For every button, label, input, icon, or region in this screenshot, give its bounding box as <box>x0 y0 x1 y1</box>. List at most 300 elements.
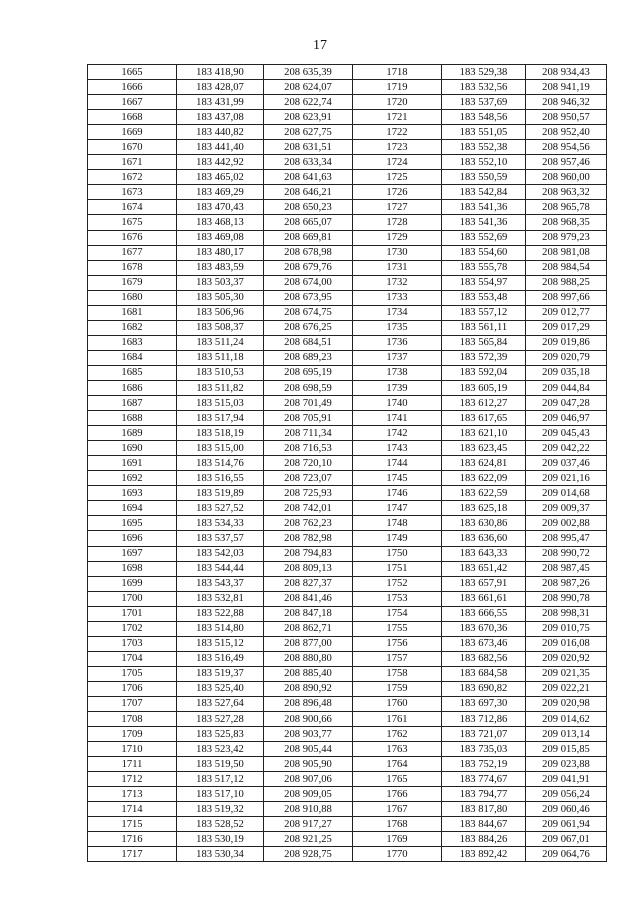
table-row <box>88 441 607 456</box>
x-coordinate-left-cell: 183 517,12 <box>177 772 264 787</box>
table-row <box>88 501 607 516</box>
table-row <box>88 802 607 817</box>
point-number-left-cell: 1716 <box>88 832 177 847</box>
point-number-left-cell: 1692 <box>88 471 177 486</box>
y-coordinate-left-cell: 208 905,44 <box>264 742 353 757</box>
point-number-right-cell: 1751 <box>353 561 442 576</box>
y-coordinate-right-cell: 208 990,72 <box>526 546 607 561</box>
point-number-left-cell: 1698 <box>88 561 177 576</box>
point-number-right-cell: 1759 <box>353 681 442 696</box>
x-coordinate-left-cell: 183 503,37 <box>177 275 264 290</box>
point-number-left-cell: 1706 <box>88 681 177 696</box>
y-coordinate-left-cell: 208 917,27 <box>264 817 353 832</box>
point-number-right-cell: 1739 <box>353 380 442 395</box>
y-coordinate-left-cell: 208 646,21 <box>264 185 353 200</box>
x-coordinate-right-cell: 183 532,56 <box>442 80 526 95</box>
y-coordinate-left-cell: 208 827,37 <box>264 576 353 591</box>
x-coordinate-right-cell: 183 592,04 <box>442 365 526 380</box>
y-coordinate-right-cell: 209 060,46 <box>526 802 607 817</box>
point-number-right-cell: 1732 <box>353 275 442 290</box>
x-coordinate-right-cell: 183 625,18 <box>442 501 526 516</box>
x-coordinate-left-cell: 183 506,96 <box>177 305 264 320</box>
y-coordinate-left-cell: 208 877,00 <box>264 636 353 651</box>
point-number-left-cell: 1705 <box>88 666 177 681</box>
y-coordinate-left-cell: 208 701,49 <box>264 396 353 411</box>
y-coordinate-left-cell: 208 890,92 <box>264 681 353 696</box>
x-coordinate-right-cell: 183 884,26 <box>442 832 526 847</box>
x-coordinate-left-cell: 183 527,52 <box>177 501 264 516</box>
y-coordinate-right-cell: 209 020,92 <box>526 651 607 666</box>
point-number-right-cell: 1737 <box>353 350 442 365</box>
point-number-left-cell: 1713 <box>88 787 177 802</box>
point-number-left-cell: 1674 <box>88 200 177 215</box>
point-number-right-cell: 1727 <box>353 200 442 215</box>
y-coordinate-left-cell: 208 909,05 <box>264 787 353 802</box>
table-row <box>88 546 607 561</box>
x-coordinate-right-cell: 183 551,05 <box>442 125 526 140</box>
point-number-right-cell: 1738 <box>353 365 442 380</box>
x-coordinate-left-cell: 183 543,37 <box>177 576 264 591</box>
x-coordinate-right-cell: 183 666,55 <box>442 606 526 621</box>
table-row <box>88 516 607 531</box>
y-coordinate-left-cell: 208 665,07 <box>264 215 353 230</box>
point-number-right-cell: 1747 <box>353 501 442 516</box>
table-row <box>88 140 607 155</box>
point-number-right-cell: 1730 <box>353 245 442 260</box>
x-coordinate-left-cell: 183 505,30 <box>177 290 264 305</box>
y-coordinate-left-cell: 208 896,48 <box>264 696 353 711</box>
x-coordinate-right-cell: 183 794,77 <box>442 787 526 802</box>
y-coordinate-right-cell: 208 998,31 <box>526 606 607 621</box>
x-coordinate-right-cell: 183 651,42 <box>442 561 526 576</box>
y-coordinate-right-cell: 208 968,35 <box>526 215 607 230</box>
x-coordinate-left-cell: 183 519,32 <box>177 802 264 817</box>
x-coordinate-right-cell: 183 643,33 <box>442 546 526 561</box>
point-number-left-cell: 1703 <box>88 636 177 651</box>
x-coordinate-right-cell: 183 537,69 <box>442 95 526 110</box>
x-coordinate-left-cell: 183 508,37 <box>177 320 264 335</box>
x-coordinate-right-cell: 183 697,30 <box>442 696 526 711</box>
point-number-right-cell: 1735 <box>353 320 442 335</box>
y-coordinate-left-cell: 208 674,00 <box>264 275 353 290</box>
point-number-left-cell: 1702 <box>88 621 177 636</box>
table-row <box>88 621 607 636</box>
point-number-left-cell: 1668 <box>88 110 177 125</box>
y-coordinate-left-cell: 208 900,66 <box>264 712 353 727</box>
y-coordinate-left-cell: 208 673,95 <box>264 290 353 305</box>
y-coordinate-left-cell: 208 650,23 <box>264 200 353 215</box>
y-coordinate-left-cell: 208 684,51 <box>264 335 353 350</box>
table-row <box>88 561 607 576</box>
x-coordinate-right-cell: 183 552,10 <box>442 155 526 170</box>
x-coordinate-right-cell: 183 622,59 <box>442 486 526 501</box>
y-coordinate-right-cell: 209 012,77 <box>526 305 607 320</box>
point-number-right-cell: 1743 <box>353 441 442 456</box>
point-number-left-cell: 1708 <box>88 712 177 727</box>
x-coordinate-right-cell: 183 670,36 <box>442 621 526 636</box>
x-coordinate-right-cell: 183 542,84 <box>442 185 526 200</box>
point-number-left-cell: 1675 <box>88 215 177 230</box>
point-number-left-cell: 1688 <box>88 411 177 426</box>
x-coordinate-left-cell: 183 469,08 <box>177 230 264 245</box>
y-coordinate-right-cell: 209 047,28 <box>526 396 607 411</box>
coordinates-table <box>87 64 607 862</box>
y-coordinate-right-cell: 209 023,88 <box>526 757 607 772</box>
table-row <box>88 65 607 80</box>
x-coordinate-right-cell: 183 752,19 <box>442 757 526 772</box>
y-coordinate-right-cell: 209 002,88 <box>526 516 607 531</box>
y-coordinate-right-cell: 208 979,23 <box>526 230 607 245</box>
point-number-left-cell: 1667 <box>88 95 177 110</box>
table-row <box>88 486 607 501</box>
point-number-left-cell: 1714 <box>88 802 177 817</box>
y-coordinate-right-cell: 208 988,25 <box>526 275 607 290</box>
y-coordinate-right-cell: 208 934,43 <box>526 65 607 80</box>
y-coordinate-right-cell: 209 035,18 <box>526 365 607 380</box>
y-coordinate-right-cell: 208 995,47 <box>526 531 607 546</box>
point-number-right-cell: 1724 <box>353 155 442 170</box>
y-coordinate-right-cell: 209 020,79 <box>526 350 607 365</box>
point-number-right-cell: 1760 <box>353 696 442 711</box>
x-coordinate-left-cell: 183 537,57 <box>177 531 264 546</box>
x-coordinate-right-cell: 183 774,67 <box>442 772 526 787</box>
point-number-right-cell: 1720 <box>353 95 442 110</box>
point-number-right-cell: 1756 <box>353 636 442 651</box>
point-number-left-cell: 1701 <box>88 606 177 621</box>
point-number-right-cell: 1770 <box>353 847 442 862</box>
table-row <box>88 110 607 125</box>
x-coordinate-left-cell: 183 515,03 <box>177 396 264 411</box>
x-coordinate-left-cell: 183 511,82 <box>177 380 264 395</box>
table-row <box>88 396 607 411</box>
point-number-right-cell: 1733 <box>353 290 442 305</box>
y-coordinate-right-cell: 209 015,85 <box>526 742 607 757</box>
point-number-left-cell: 1682 <box>88 320 177 335</box>
table-row <box>88 80 607 95</box>
x-coordinate-left-cell: 183 511,18 <box>177 350 264 365</box>
point-number-right-cell: 1749 <box>353 531 442 546</box>
x-coordinate-left-cell: 183 530,19 <box>177 832 264 847</box>
point-number-right-cell: 1753 <box>353 591 442 606</box>
y-coordinate-right-cell: 209 061,94 <box>526 817 607 832</box>
point-number-left-cell: 1665 <box>88 65 177 80</box>
y-coordinate-left-cell: 208 698,59 <box>264 380 353 395</box>
x-coordinate-left-cell: 183 518,19 <box>177 426 264 441</box>
y-coordinate-left-cell: 208 711,34 <box>264 426 353 441</box>
x-coordinate-right-cell: 183 553,48 <box>442 290 526 305</box>
x-coordinate-left-cell: 183 544,44 <box>177 561 264 576</box>
table-row <box>88 832 607 847</box>
x-coordinate-left-cell: 183 465,02 <box>177 170 264 185</box>
point-number-left-cell: 1690 <box>88 441 177 456</box>
point-number-right-cell: 1731 <box>353 260 442 275</box>
point-number-left-cell: 1666 <box>88 80 177 95</box>
y-coordinate-left-cell: 208 633,34 <box>264 155 353 170</box>
y-coordinate-right-cell: 209 022,21 <box>526 681 607 696</box>
x-coordinate-right-cell: 183 673,46 <box>442 636 526 651</box>
y-coordinate-right-cell: 209 021,35 <box>526 666 607 681</box>
y-coordinate-right-cell: 208 960,00 <box>526 170 607 185</box>
point-number-left-cell: 1711 <box>88 757 177 772</box>
x-coordinate-right-cell: 183 554,97 <box>442 275 526 290</box>
x-coordinate-left-cell: 183 418,90 <box>177 65 264 80</box>
point-number-right-cell: 1761 <box>353 712 442 727</box>
x-coordinate-left-cell: 183 514,76 <box>177 456 264 471</box>
x-coordinate-right-cell: 183 624,81 <box>442 456 526 471</box>
y-coordinate-right-cell: 208 950,57 <box>526 110 607 125</box>
y-coordinate-left-cell: 208 905,90 <box>264 757 353 772</box>
point-number-right-cell: 1762 <box>353 727 442 742</box>
point-number-left-cell: 1678 <box>88 260 177 275</box>
x-coordinate-left-cell: 183 516,55 <box>177 471 264 486</box>
point-number-left-cell: 1669 <box>88 125 177 140</box>
point-number-left-cell: 1679 <box>88 275 177 290</box>
point-number-right-cell: 1736 <box>353 335 442 350</box>
table-row <box>88 787 607 802</box>
y-coordinate-right-cell: 209 042,22 <box>526 441 607 456</box>
x-coordinate-left-cell: 183 522,88 <box>177 606 264 621</box>
x-coordinate-right-cell: 183 735,03 <box>442 742 526 757</box>
x-coordinate-right-cell: 183 661,61 <box>442 591 526 606</box>
table-row <box>88 275 607 290</box>
point-number-left-cell: 1686 <box>88 380 177 395</box>
point-number-right-cell: 1769 <box>353 832 442 847</box>
point-number-left-cell: 1712 <box>88 772 177 787</box>
y-coordinate-right-cell: 209 067,01 <box>526 832 607 847</box>
point-number-right-cell: 1752 <box>353 576 442 591</box>
point-number-right-cell: 1763 <box>353 742 442 757</box>
x-coordinate-right-cell: 183 541,36 <box>442 215 526 230</box>
table-row <box>88 305 607 320</box>
point-number-left-cell: 1699 <box>88 576 177 591</box>
y-coordinate-right-cell: 208 952,40 <box>526 125 607 140</box>
x-coordinate-left-cell: 183 470,43 <box>177 200 264 215</box>
table-row <box>88 591 607 606</box>
y-coordinate-right-cell: 209 045,43 <box>526 426 607 441</box>
table-row <box>88 531 607 546</box>
x-coordinate-left-cell: 183 511,24 <box>177 335 264 350</box>
point-number-right-cell: 1725 <box>353 170 442 185</box>
x-coordinate-left-cell: 183 525,83 <box>177 727 264 742</box>
y-coordinate-right-cell: 208 987,26 <box>526 576 607 591</box>
x-coordinate-right-cell: 183 572,39 <box>442 350 526 365</box>
table-row <box>88 471 607 486</box>
y-coordinate-left-cell: 208 678,98 <box>264 245 353 260</box>
table-row <box>88 155 607 170</box>
x-coordinate-right-cell: 183 622,09 <box>442 471 526 486</box>
y-coordinate-right-cell: 209 014,62 <box>526 712 607 727</box>
y-coordinate-left-cell: 208 921,25 <box>264 832 353 847</box>
point-number-left-cell: 1700 <box>88 591 177 606</box>
y-coordinate-left-cell: 208 907,06 <box>264 772 353 787</box>
point-number-left-cell: 1709 <box>88 727 177 742</box>
x-coordinate-left-cell: 183 530,34 <box>177 847 264 862</box>
y-coordinate-right-cell: 208 984,54 <box>526 260 607 275</box>
point-number-left-cell: 1673 <box>88 185 177 200</box>
y-coordinate-right-cell: 208 946,32 <box>526 95 607 110</box>
x-coordinate-right-cell: 183 636,60 <box>442 531 526 546</box>
x-coordinate-right-cell: 183 621,10 <box>442 426 526 441</box>
x-coordinate-right-cell: 183 557,12 <box>442 305 526 320</box>
x-coordinate-left-cell: 183 510,53 <box>177 365 264 380</box>
y-coordinate-left-cell: 208 705,91 <box>264 411 353 426</box>
y-coordinate-right-cell: 208 981,08 <box>526 245 607 260</box>
y-coordinate-left-cell: 208 635,39 <box>264 65 353 80</box>
table-row <box>88 606 607 621</box>
y-coordinate-left-cell: 208 841,46 <box>264 591 353 606</box>
x-coordinate-left-cell: 183 525,40 <box>177 681 264 696</box>
table-row <box>88 290 607 305</box>
x-coordinate-right-cell: 183 684,58 <box>442 666 526 681</box>
x-coordinate-right-cell: 183 552,38 <box>442 140 526 155</box>
x-coordinate-right-cell: 183 550,59 <box>442 170 526 185</box>
x-coordinate-right-cell: 183 552,69 <box>442 230 526 245</box>
point-number-right-cell: 1758 <box>353 666 442 681</box>
x-coordinate-left-cell: 183 440,82 <box>177 125 264 140</box>
table-row <box>88 215 607 230</box>
table-row <box>88 651 607 666</box>
y-coordinate-left-cell: 208 725,93 <box>264 486 353 501</box>
x-coordinate-left-cell: 183 517,10 <box>177 787 264 802</box>
x-coordinate-right-cell: 183 630,86 <box>442 516 526 531</box>
x-coordinate-right-cell: 183 690,82 <box>442 681 526 696</box>
point-number-right-cell: 1722 <box>353 125 442 140</box>
y-coordinate-left-cell: 208 716,53 <box>264 441 353 456</box>
table-row <box>88 230 607 245</box>
x-coordinate-left-cell: 183 515,12 <box>177 636 264 651</box>
page-number: 17 <box>313 38 327 53</box>
y-coordinate-left-cell: 208 674,75 <box>264 305 353 320</box>
x-coordinate-right-cell: 183 712,86 <box>442 712 526 727</box>
y-coordinate-right-cell: 208 965,78 <box>526 200 607 215</box>
point-number-right-cell: 1768 <box>353 817 442 832</box>
x-coordinate-right-cell: 183 657,91 <box>442 576 526 591</box>
table-row <box>88 260 607 275</box>
point-number-left-cell: 1696 <box>88 531 177 546</box>
y-coordinate-left-cell: 208 623,91 <box>264 110 353 125</box>
point-number-right-cell: 1744 <box>353 456 442 471</box>
table-row <box>88 727 607 742</box>
point-number-right-cell: 1740 <box>353 396 442 411</box>
x-coordinate-right-cell: 183 561,11 <box>442 320 526 335</box>
point-number-right-cell: 1746 <box>353 486 442 501</box>
point-number-right-cell: 1765 <box>353 772 442 787</box>
y-coordinate-right-cell: 209 041,91 <box>526 772 607 787</box>
point-number-right-cell: 1721 <box>353 110 442 125</box>
y-coordinate-left-cell: 208 641,63 <box>264 170 353 185</box>
table-row <box>88 170 607 185</box>
x-coordinate-right-cell: 183 721,07 <box>442 727 526 742</box>
point-number-left-cell: 1685 <box>88 365 177 380</box>
table-row <box>88 125 607 140</box>
y-coordinate-right-cell: 209 020,98 <box>526 696 607 711</box>
y-coordinate-right-cell: 208 957,46 <box>526 155 607 170</box>
y-coordinate-right-cell: 208 997,66 <box>526 290 607 305</box>
y-coordinate-right-cell: 209 037,46 <box>526 456 607 471</box>
x-coordinate-left-cell: 183 437,08 <box>177 110 264 125</box>
table-row <box>88 365 607 380</box>
point-number-left-cell: 1672 <box>88 170 177 185</box>
y-coordinate-right-cell: 209 064,76 <box>526 847 607 862</box>
x-coordinate-right-cell: 183 623,45 <box>442 441 526 456</box>
coordinates-table-body <box>88 65 607 862</box>
point-number-left-cell: 1676 <box>88 230 177 245</box>
x-coordinate-left-cell: 183 514,80 <box>177 621 264 636</box>
point-number-left-cell: 1681 <box>88 305 177 320</box>
x-coordinate-right-cell: 183 555,78 <box>442 260 526 275</box>
y-coordinate-left-cell: 208 631,51 <box>264 140 353 155</box>
y-coordinate-left-cell: 208 627,75 <box>264 125 353 140</box>
y-coordinate-left-cell: 208 689,23 <box>264 350 353 365</box>
y-coordinate-left-cell: 208 910,88 <box>264 802 353 817</box>
point-number-right-cell: 1728 <box>353 215 442 230</box>
table-row <box>88 335 607 350</box>
x-coordinate-left-cell: 183 527,28 <box>177 712 264 727</box>
table-row <box>88 666 607 681</box>
y-coordinate-left-cell: 208 679,76 <box>264 260 353 275</box>
y-coordinate-left-cell: 208 676,25 <box>264 320 353 335</box>
x-coordinate-left-cell: 183 428,07 <box>177 80 264 95</box>
table-row <box>88 696 607 711</box>
x-coordinate-right-cell: 183 548,56 <box>442 110 526 125</box>
x-coordinate-left-cell: 183 523,42 <box>177 742 264 757</box>
table-row <box>88 380 607 395</box>
x-coordinate-left-cell: 183 480,17 <box>177 245 264 260</box>
x-coordinate-right-cell: 183 605,19 <box>442 380 526 395</box>
y-coordinate-right-cell: 209 014,68 <box>526 486 607 501</box>
point-number-left-cell: 1689 <box>88 426 177 441</box>
point-number-right-cell: 1750 <box>353 546 442 561</box>
y-coordinate-left-cell: 208 720,10 <box>264 456 353 471</box>
table-row <box>88 426 607 441</box>
y-coordinate-right-cell: 209 021,16 <box>526 471 607 486</box>
x-coordinate-right-cell: 183 682,56 <box>442 651 526 666</box>
x-coordinate-left-cell: 183 532,81 <box>177 591 264 606</box>
point-number-right-cell: 1742 <box>353 426 442 441</box>
y-coordinate-right-cell: 208 990,78 <box>526 591 607 606</box>
x-coordinate-left-cell: 183 431,99 <box>177 95 264 110</box>
x-coordinate-right-cell: 183 844,67 <box>442 817 526 832</box>
y-coordinate-left-cell: 208 928,75 <box>264 847 353 862</box>
table-row <box>88 847 607 862</box>
point-number-right-cell: 1754 <box>353 606 442 621</box>
x-coordinate-right-cell: 183 554,60 <box>442 245 526 260</box>
x-coordinate-left-cell: 183 441,40 <box>177 140 264 155</box>
y-coordinate-left-cell: 208 762,23 <box>264 516 353 531</box>
point-number-left-cell: 1710 <box>88 742 177 757</box>
y-coordinate-right-cell: 209 009,37 <box>526 501 607 516</box>
y-coordinate-right-cell: 208 963,32 <box>526 185 607 200</box>
x-coordinate-left-cell: 183 534,33 <box>177 516 264 531</box>
y-coordinate-left-cell: 208 794,83 <box>264 546 353 561</box>
table-row <box>88 456 607 471</box>
y-coordinate-right-cell: 209 017,29 <box>526 320 607 335</box>
point-number-left-cell: 1694 <box>88 501 177 516</box>
x-coordinate-left-cell: 183 442,92 <box>177 155 264 170</box>
y-coordinate-left-cell: 208 723,07 <box>264 471 353 486</box>
x-coordinate-left-cell: 183 483,59 <box>177 260 264 275</box>
point-number-right-cell: 1755 <box>353 621 442 636</box>
table-row <box>88 200 607 215</box>
point-number-right-cell: 1764 <box>353 757 442 772</box>
y-coordinate-right-cell: 209 010,75 <box>526 621 607 636</box>
x-coordinate-left-cell: 183 528,52 <box>177 817 264 832</box>
x-coordinate-left-cell: 183 542,03 <box>177 546 264 561</box>
point-number-right-cell: 1729 <box>353 230 442 245</box>
point-number-left-cell: 1691 <box>88 456 177 471</box>
y-coordinate-right-cell: 208 954,56 <box>526 140 607 155</box>
point-number-right-cell: 1726 <box>353 185 442 200</box>
